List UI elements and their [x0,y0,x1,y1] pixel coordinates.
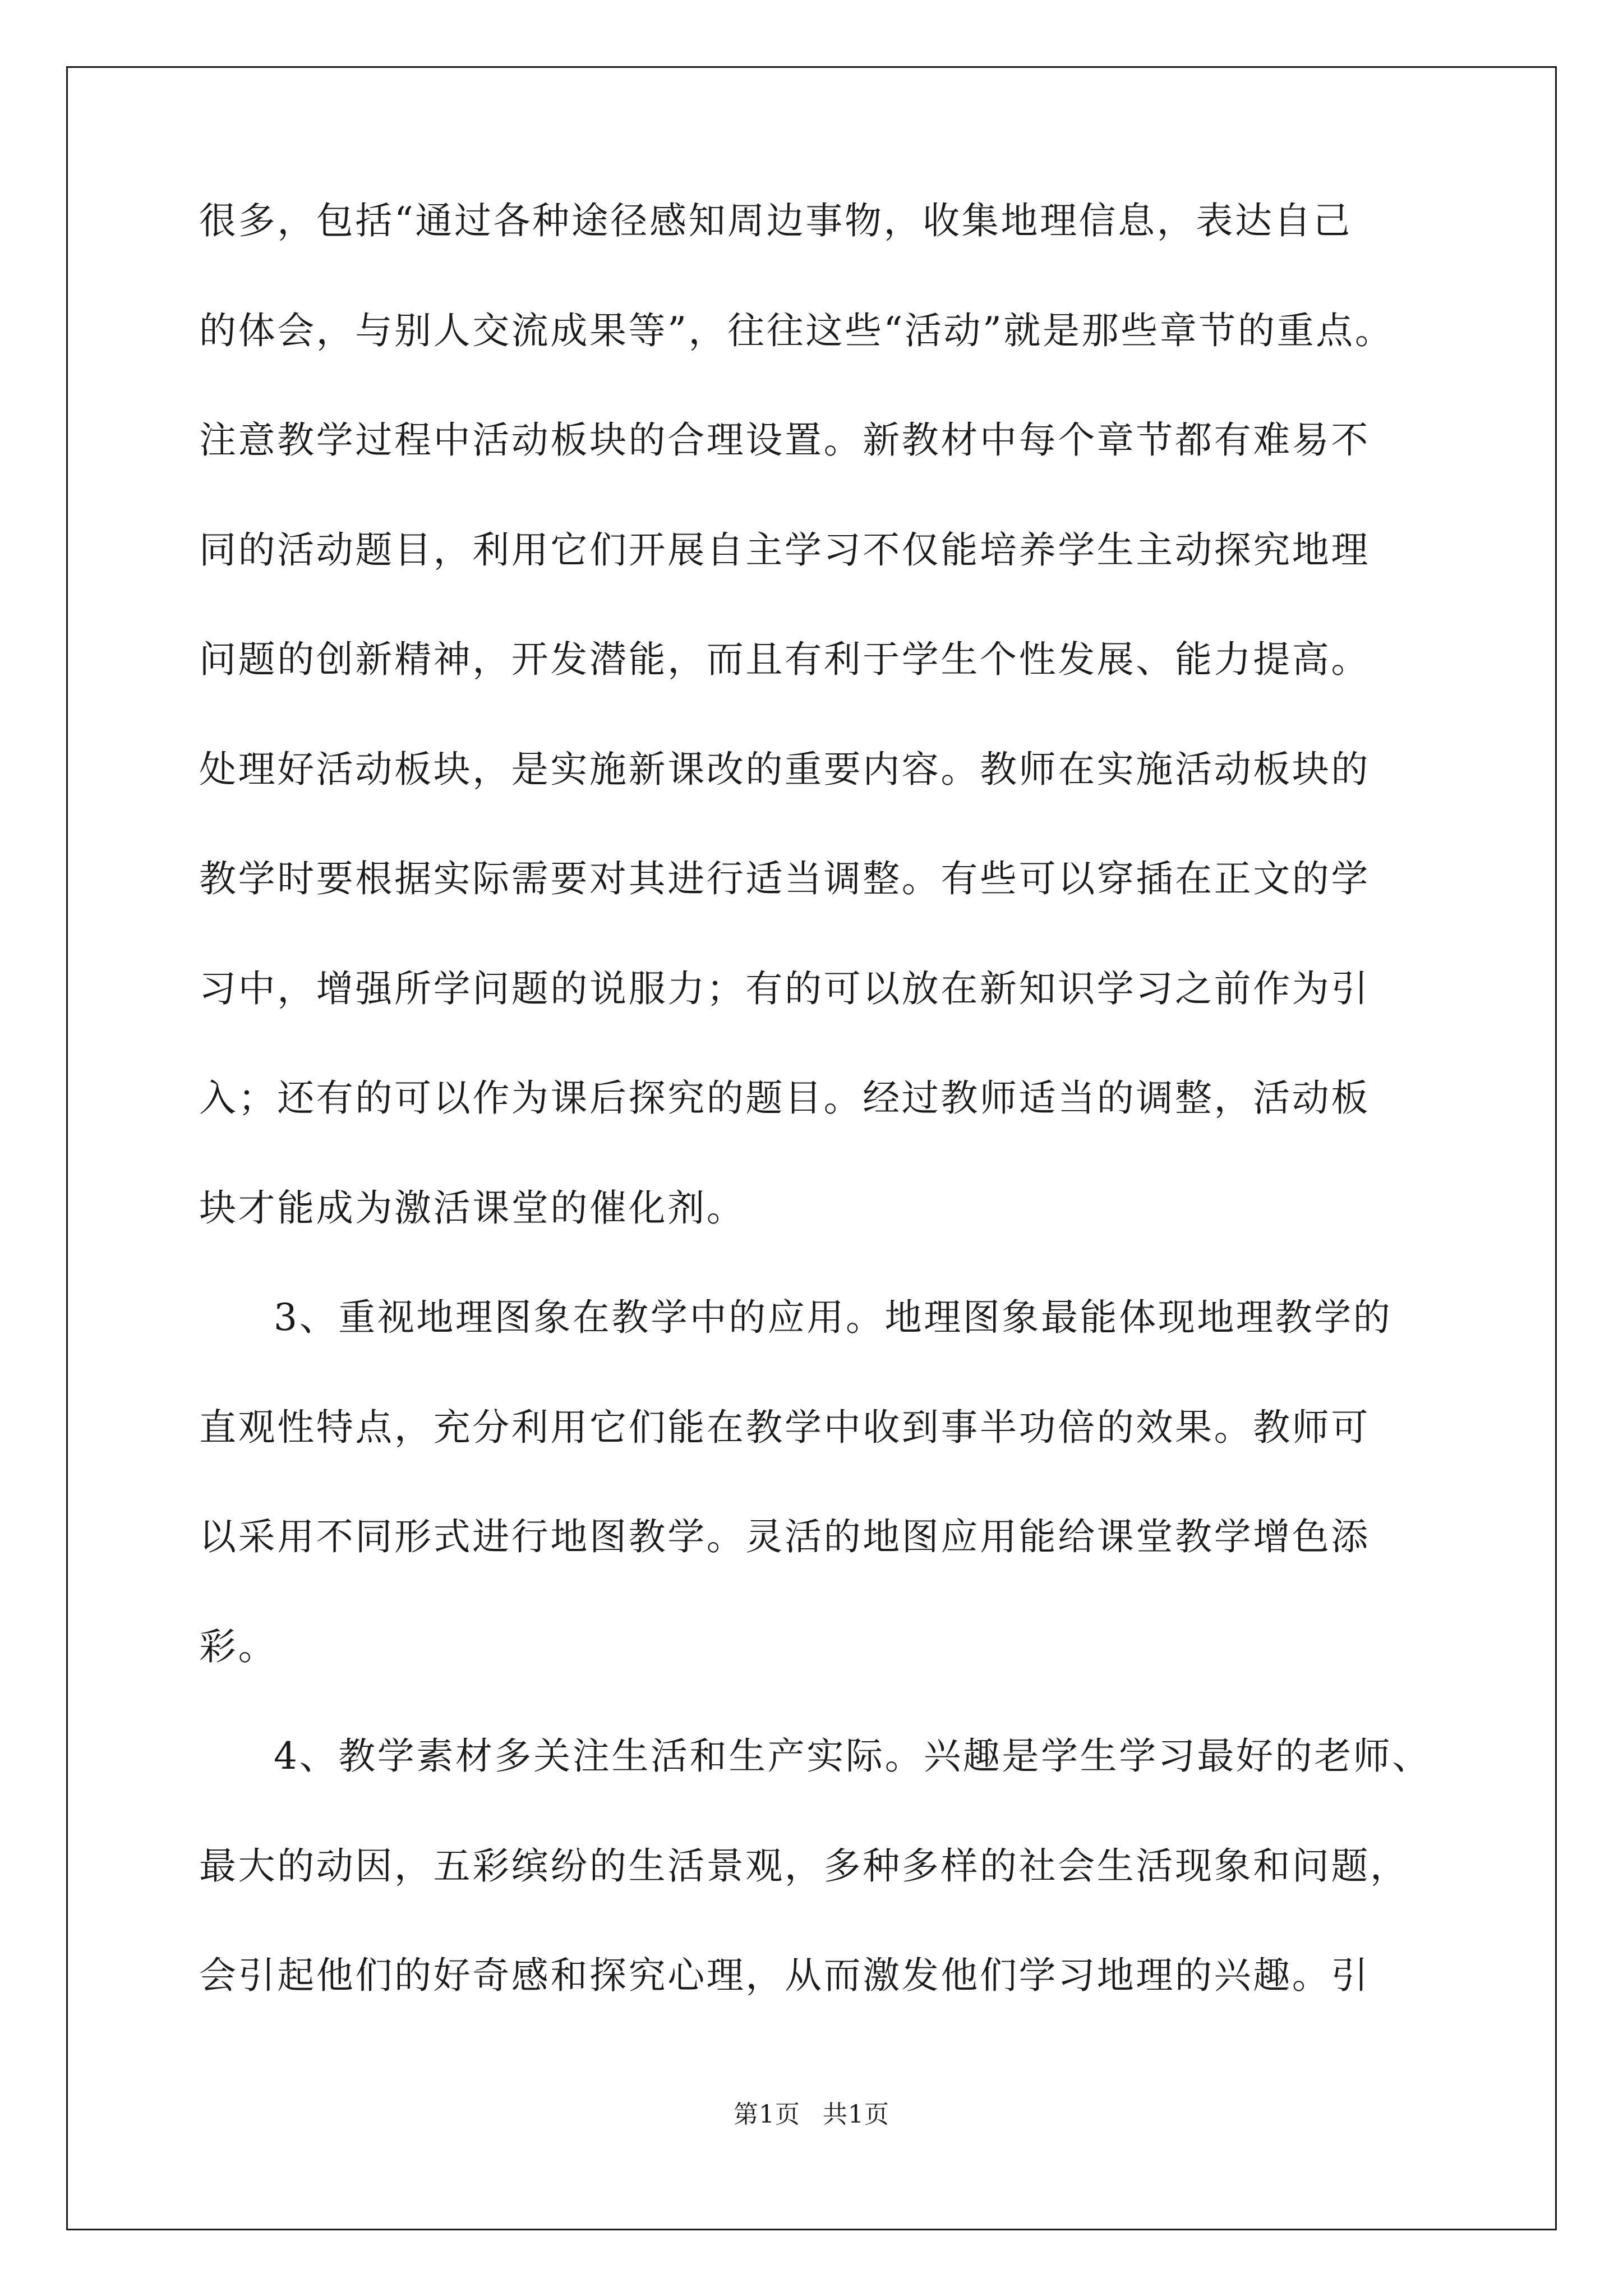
text-line: 块才能成为激活课堂的催化剂。 [199,1186,746,1230]
page-footer [0,2098,1623,2132]
paragraph-start-line: 3、重视地理图象在教学中的应用。地理图象最能体现地理教学的 [274,1296,1393,1339]
text-line: 会引起他们的好奇感和探究心理，从而激发他们学习地理的兴趣。引 [199,1954,1370,1997]
text-line: 入；还有的可以作为课后探究的题目。经过教师适当的调整，活动板 [199,1076,1370,1120]
text-line: 彩。 [199,1625,278,1668]
text-line: 最大的动因，五彩缤纷的生活景观，多种多样的社会生活现象和问题， [199,1844,1409,1888]
text-line: 注意教学过程中活动板块的合理设置。新教材中每个章节都有难易不 [199,418,1370,462]
text-line: 同的活动题目，利用它们开展自主学习不仅能培养学生主动探究地理 [199,528,1370,572]
text-line: 直观性特点，充分利用它们能在教学中收到事半功倍的效果。教师可 [199,1405,1370,1449]
text-line: 的体会，与别人交流成果等”，往往这些“活动”就是那些章节的重点。 [199,309,1394,352]
document-body [199,185,1431,2050]
text-line: 教学时要根据实际需要对其进行适当调整。有些可以穿插在正文的学 [199,857,1370,900]
text-line: 很多，包括“通过各种途径感知周边事物，收集地理信息，表达自己 [199,199,1352,242]
paragraph-start-line: 4、教学素材多关注生活和生产实际。兴趣是学生学习最好的老师、 [274,1734,1431,1778]
text-line: 习中，增强所学问题的说服力；有的可以放在新知识学习之前作为引 [199,967,1370,1010]
text-line: 处理好活动板块，是实施新课改的重要内容。教师在实施活动板块的 [199,747,1370,791]
text-line: 以采用不同形式进行地图教学。灵活的地图应用能给课堂教学增色添 [199,1515,1370,1558]
page-number-total: 共1页 [823,2100,889,2129]
page-number-current: 第1页 [734,2100,800,2129]
text-line: 问题的创新精神，开发潜能，而且有利于学生个性发展、能力提高。 [199,638,1370,681]
